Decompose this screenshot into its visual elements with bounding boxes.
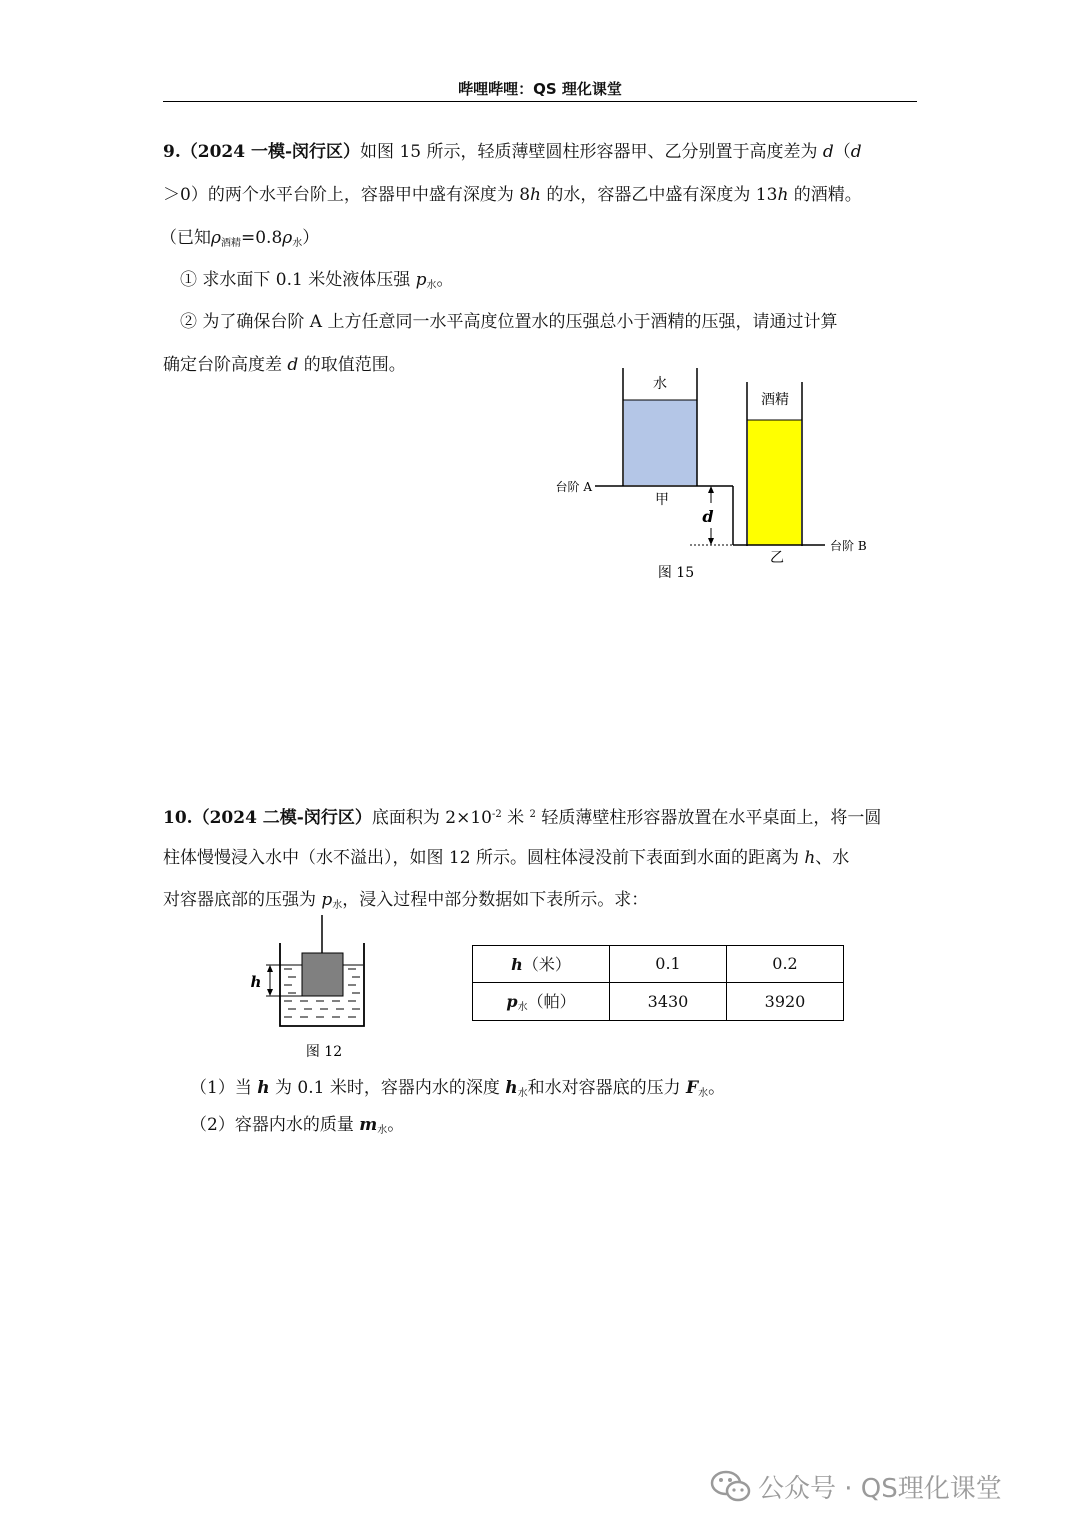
table-cell: 0.1 [610,946,727,983]
var-h: h [804,848,816,868]
figure-12 [240,915,380,1065]
q9-text: 。 [436,270,454,290]
q10-source: （2024 二模-闵行区） [192,808,372,828]
var-p: p [321,890,333,910]
q10-number: 10. [163,808,193,828]
d-arrow-up-head [708,486,714,493]
water-label: 水 [653,376,667,392]
q9-line-2 [163,183,862,207]
var-rho: ρ [282,228,293,248]
subscript: 水 [698,1088,709,1099]
q9-part-2: ② 为了确保台阶 A 上方任意同一水平高度位置水的压强总小于酒精的压强，请通过计算 [180,312,838,332]
q9-text: =0.8 [241,228,283,248]
q10-text: （1）当 [190,1078,258,1098]
q10-text: 轻质薄壁柱形容器放置在水平桌面上，将一圆 [535,808,882,828]
var-h: h [530,185,541,205]
table-row [473,982,844,1020]
q10-text: 。 [387,1115,405,1135]
q9-line-6 [163,353,406,377]
q10-line-3 [163,888,648,918]
q9-part-1 [180,268,454,298]
page-header: 哔哩哔哩：QS 理化课堂 [458,80,622,98]
q10-text: 底面积为 2×10 [371,808,492,828]
q10-line-2 [163,846,849,870]
table-cell: 0.2 [727,946,844,983]
var-rho: ρ [211,228,221,248]
q9-text: ① 求水面下 0.1 米处液体压强 [180,270,416,290]
h-arrow-down-head [267,989,273,996]
superscript: 2 [529,809,536,820]
container-yi-label: 乙 [770,550,784,566]
q10-text: 对容器底部的压强为 [163,890,322,910]
table-cell: 3920 [727,982,844,1020]
q10-text: 为 0.1 米时，容器内水的深度 [269,1078,506,1098]
q9-text: 的取值范围。 [298,355,406,375]
step-a-label: 台阶 A [555,480,592,494]
q9-text: ＞0）的两个水平台阶上，容器甲中盛有深度为 8 [163,185,531,205]
subscript: 酒精 [221,238,241,249]
subscript: 水 [426,280,437,291]
var-d: d [850,142,862,162]
q9-line-1 [163,140,862,164]
cylinder-block [302,953,343,996]
q10-text: （2）容器内水的质量 [190,1115,360,1135]
q10-text: 柱体慢慢浸入水中（水不溢出），如图 12 所示。圆柱体浸没前下表面到水面的距离为 [163,848,805,868]
unit-text: （帕） [527,992,576,1012]
water-fill [624,400,697,485]
subscript: 水 [292,238,303,249]
table-row [473,946,844,983]
figure-15 [540,360,890,590]
alcohol-label: 酒精 [761,392,789,408]
var-F: F [686,1078,699,1098]
alcohol-fill [748,420,801,545]
figure-15-caption: 图 15 [657,565,695,581]
data-table [472,945,844,1021]
q10-text: 、水 [815,848,850,868]
container-jia-label: 甲 [655,492,669,508]
q9-line-3 [160,226,319,256]
var-h: h [505,1078,518,1098]
d-label: d [702,507,714,526]
table-cell: 3430 [610,982,727,1020]
table-header-cell [473,946,610,983]
var-m: m [359,1115,378,1135]
q10-text: 米 [501,808,530,828]
subscript: 水 [332,900,343,911]
q9-text: 如图 15 所示，轻质薄壁圆柱形容器甲、乙分别置于高度差为 [360,142,823,162]
h-label: h [250,973,262,991]
q9-text: 的水，容器乙中盛有深度为 13 [541,185,778,205]
subscript: 水 [517,1002,528,1014]
h-arrow-up-head [267,965,273,972]
var-d: d [822,142,834,162]
superscript: -2 [491,809,502,820]
unit-text: （米） [522,955,571,975]
var-p: p [506,992,518,1012]
footer-watermark [710,1466,1050,1506]
step-b-label: 台阶 B [830,539,867,553]
q10-text: ，浸入过程中部分数据如下表所示。求： [342,890,649,910]
var-h: h [257,1078,270,1098]
q10-line-1 [163,803,881,830]
q10-sub-question-2 [190,1113,404,1143]
q10-text: 和水对容器底的压力 [527,1078,687,1098]
q9-text: ） [302,228,320,248]
d-arrow-down-head [708,538,714,545]
q10-sub-question-1 [190,1076,725,1106]
var-d: d [287,355,299,375]
var-h: h [511,955,523,975]
header-divider [163,101,917,102]
table-header-cell [473,982,610,1020]
q9-source: （2024 一模-闵行区） [180,142,361,162]
q9-text: 的酒精。 [788,185,862,205]
q9-text: （已知 [160,228,211,248]
q9-number: 9. [163,142,181,162]
q9-text: 确定台阶高度差 [163,355,288,375]
footer-text: 公众号 · QS理化课堂 [758,1474,1002,1504]
subscript: 水 [517,1088,528,1099]
var-p: p [415,270,427,290]
subscript: 水 [377,1125,388,1136]
var-h: h [777,185,789,205]
wechat-icon [710,1468,752,1504]
figure-12-caption: 图 12 [305,1044,343,1060]
q10-text: 。 [708,1078,726,1098]
q9-text: （ [833,142,851,162]
